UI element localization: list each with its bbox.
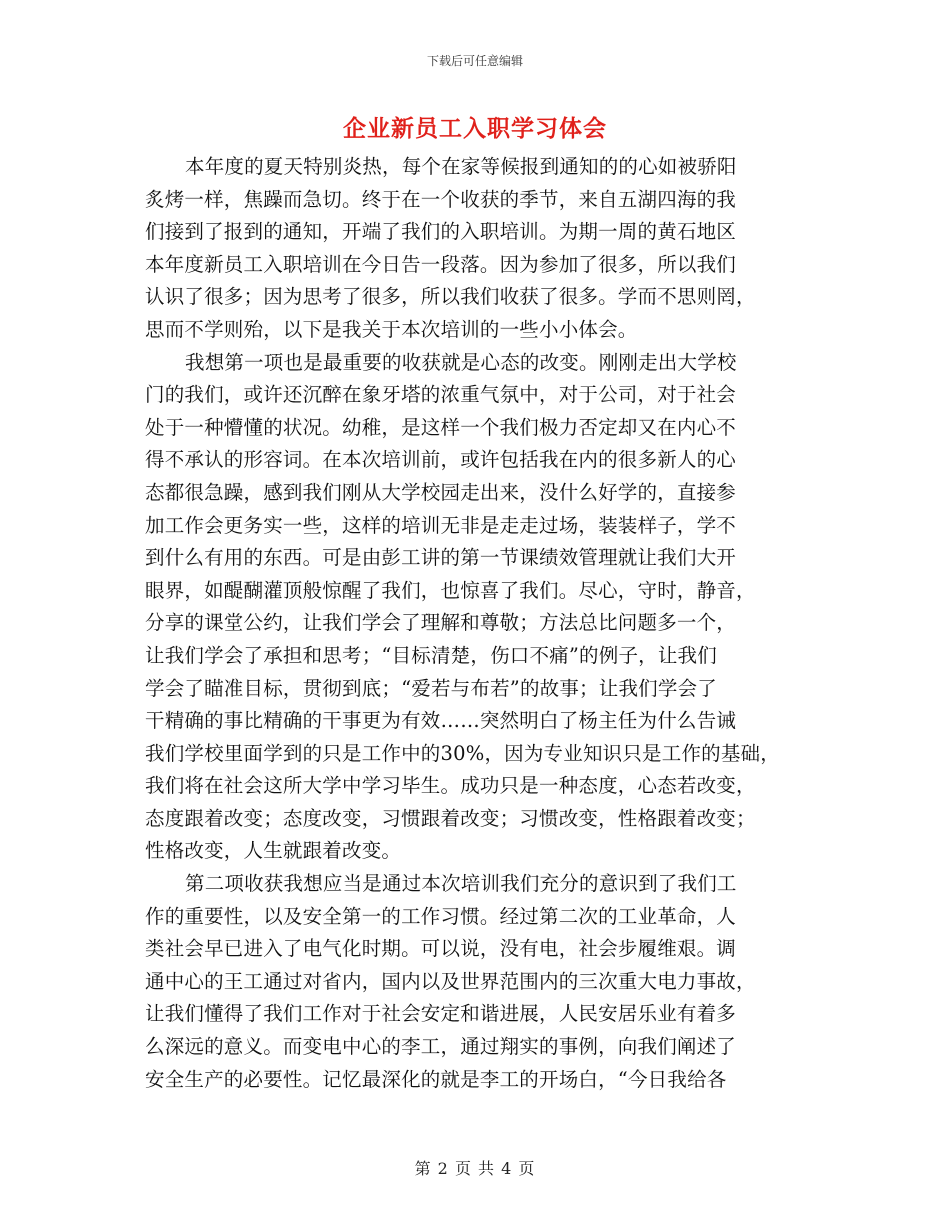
paragraph-2-line-10: 让我们学会了承担和思考；“目标清楚，伤口不痛”的例子，让我们: [145, 643, 717, 667]
paragraph-1-line-6: 思而不学则殆，以下是我关于本次培训的一些小小体会。: [145, 317, 638, 341]
paragraph-2-line-13: 我们学校里面学到的只是工作中的30%，因为专业知识只是工作的基础，: [145, 741, 780, 765]
document-title: 企业新员工入职学习体会: [343, 115, 607, 142]
paragraph-2-line-12: 干精确的事比精确的干事更为有效……突然明白了杨主任为什么告诫: [145, 709, 737, 733]
paragraph-2-line-16: 性格改变，人生就跟着改变。: [145, 839, 402, 863]
paragraph-2-line-11: 学会了瞄准目标，贯彻到底；“爱若与布若”的故事；让我们学会了: [145, 676, 717, 700]
paragraph-1-line-5: 认识了很多；因为思考了很多，所以我们收获了很多。学而不思则罔，: [145, 285, 756, 309]
paragraph-3-line-5: 让我们懂得了我们工作对于社会安定和谐进展，人民安居乐业有着多: [145, 1002, 737, 1026]
paragraph-2-line-3: 处于一种懵懂的状况。幼稚，是这样一个我们极力否定却又在内心不: [145, 415, 737, 439]
paragraph-3-line-4: 通中心的王工通过对省内，国内以及世界范围内的三次重大电力事故，: [145, 969, 756, 993]
header-note: 下载后可任意编辑: [426, 54, 523, 68]
paragraph-3-line-1: 第二项收获我想应当是通过本次培训我们充分的意识到了我们工: [185, 872, 737, 896]
paragraph-3-line-6: 么深远的意义。而变电中心的李工，通过翔实的事例，向我们阐述了: [145, 1035, 737, 1059]
page-number-footer: 第 2 页 共 4 页: [414, 1159, 536, 1178]
paragraph-2-line-1: 我想第一项也是最重要的收获就是心态的改变。刚刚走出大学校: [185, 350, 737, 374]
paragraph-3-line-3: 类社会早已进入了电气化时期。可以说，没有电，社会步履维艰。调: [145, 937, 737, 961]
paragraph-3-line-7: 安全生产的必要性。记忆最深化的就是李工的开场白，“今日我给各: [145, 1067, 727, 1091]
paragraph-1-line-3: 们接到了报到的通知，开端了我们的入职培训。为期一周的黄石地区: [145, 220, 737, 244]
paragraph-2-line-8: 眼界，如醍醐灌顶般惊醒了我们，也惊喜了我们。尽心，守时，静音，: [145, 578, 756, 602]
paragraph-2-line-9: 分享的课堂公约，让我们学会了理解和尊敬；方法总比问题多一个，: [145, 611, 737, 635]
paragraph-1-line-4: 本年度新员工入职培训在今日告一段落。因为参加了很多，所以我们: [145, 252, 737, 276]
paragraph-2-line-14: 我们将在社会这所大学中学习毕生。成功只是一种态度，心态若改变，: [145, 774, 756, 798]
paragraph-2-line-4: 得不承认的形容词。在本次培训前，或许包括我在内的很多新人的心: [145, 448, 737, 472]
paragraph-1-line-1: 本年度的夏天特别炎热，每个在家等候报到通知的的心如被骄阳: [185, 155, 737, 178]
paragraph-2-line-7: 到什么有用的东西。可是由彭工讲的第一节课绩效管理就让我们大开: [145, 546, 737, 570]
document-body: [145, 151, 810, 1096]
paragraph-2-line-15: 态度跟着改变；态度改变，习惯跟着改变；习惯改变，性格跟着改变；: [145, 806, 756, 830]
paragraph-2-line-6: 加工作会更务实一些，这样的培训无非是走走过场，装装样子，学不: [145, 513, 737, 537]
paragraph-1-line-2: 炙烤一样，焦躁而急切。终于在一个收获的季节，来自五湖四海的我: [145, 187, 737, 211]
paragraph-3-line-2: 作的重要性，以及安全第一的工作习惯。经过第二次的工业革命，人: [145, 904, 737, 928]
paragraph-2-line-5: 态都很急躁，感到我们刚从大学校园走出来，没什么好学的，直接参: [145, 480, 737, 504]
paragraph-2-line-2: 门的我们，或许还沉醉在象牙塔的浓重气氛中，对于公司，对于社会: [145, 383, 737, 407]
